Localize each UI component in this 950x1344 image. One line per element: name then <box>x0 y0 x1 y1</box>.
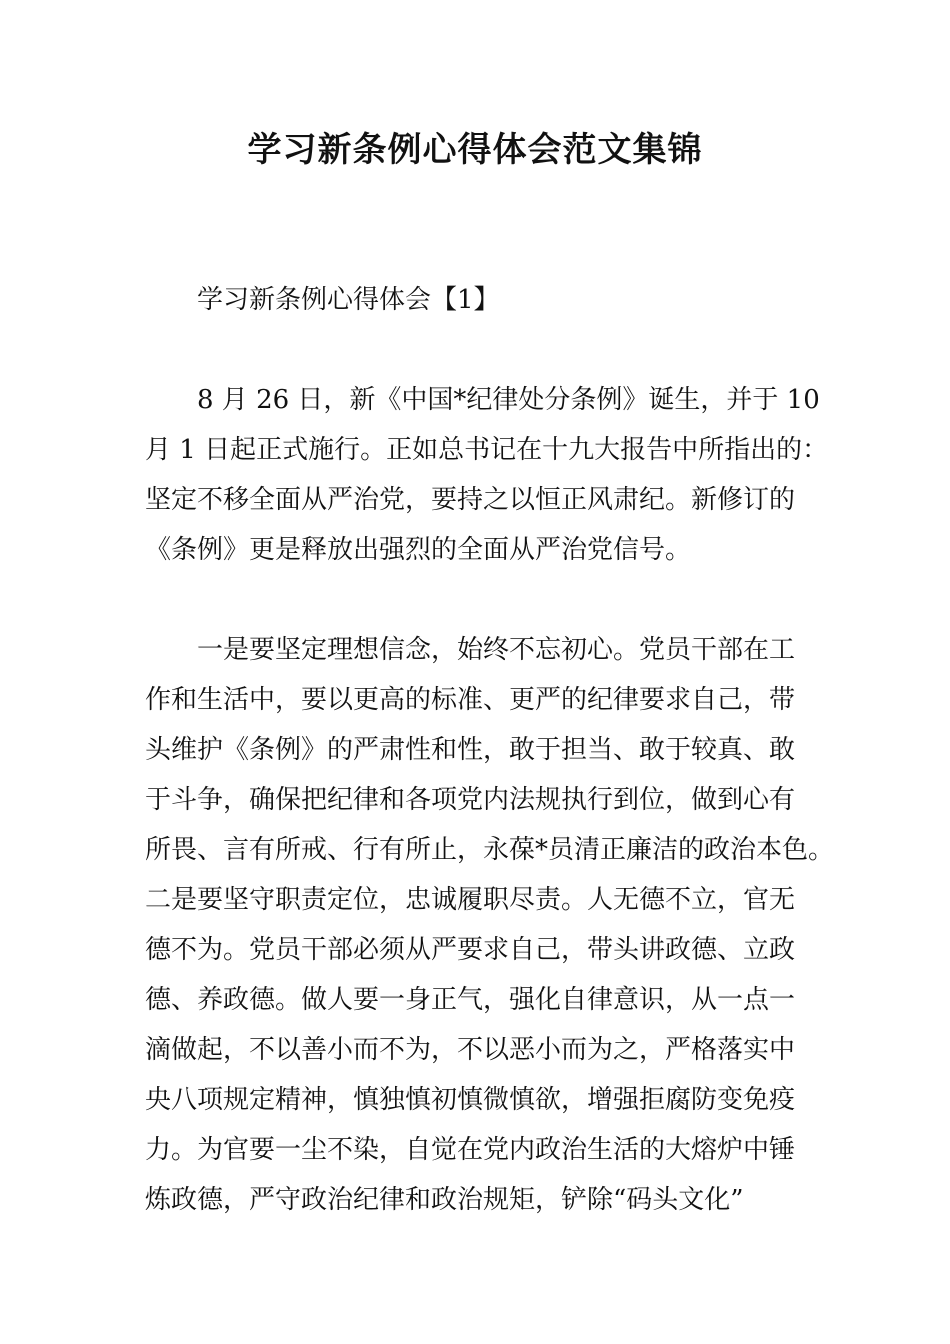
paragraph-line: 头维护《条例》的严肃性和性，敢于担当、敢于较真、敢 <box>145 735 796 765</box>
paragraph-line: 一是要坚定理想信念，始终不忘初心。党员干部在工 <box>197 635 796 665</box>
paragraph-line: 坚定不移全面从严治党，要持之以恒正风肃纪。新修订的 <box>145 485 796 515</box>
paragraph-line: 二是要坚守职责定位，忠诚履职尽责。人无德不立，官无 <box>145 885 796 915</box>
section-heading: 学习新条例心得体会【1】 <box>197 285 500 315</box>
paragraph-line: 所畏、言有所戒、行有所止，永葆*员清正廉洁的政治本色。 <box>145 835 835 865</box>
paragraph-line: 8 月 26 日，新《中国*纪律处分条例》诞生，并于 10 <box>197 385 820 415</box>
paragraph-line: 力。为官要一尘不染，自觉在党内政治生活的大熔炉中锤 <box>145 1135 796 1165</box>
paragraph-line: 滴做起，不以善小而不为，不以恶小而为之，严格落实中 <box>145 1035 796 1065</box>
paragraph-line: 德、养政德。做人要一身正气，强化自律意识，从一点一 <box>145 985 796 1015</box>
paragraph-line: 月 1 日起正式施行。正如总书记在十九大报告中所指出的： <box>145 435 829 465</box>
paragraph-line: 于斗争，确保把纪律和各项党内法规执行到位，做到心有 <box>145 785 796 815</box>
paragraph-line: 炼政德，严守政治纪律和政治规矩，铲除“码头文化” <box>145 1185 744 1215</box>
paragraph-line: 央八项规定精神，慎独慎初慎微慎欲，增强拒腐防变免疫 <box>145 1085 796 1115</box>
paragraph-line: 德不为。党员干部必须从严要求自己，带头讲政德、立政 <box>145 935 796 965</box>
document-title: 学习新条例心得体会范文集锦 <box>247 130 703 170</box>
paragraph-line: 作和生活中，要以更高的标准、更严的纪律要求自己，带 <box>145 685 796 715</box>
paragraph-line: 《条例》更是释放出强烈的全面从严治党信号。 <box>145 535 692 565</box>
